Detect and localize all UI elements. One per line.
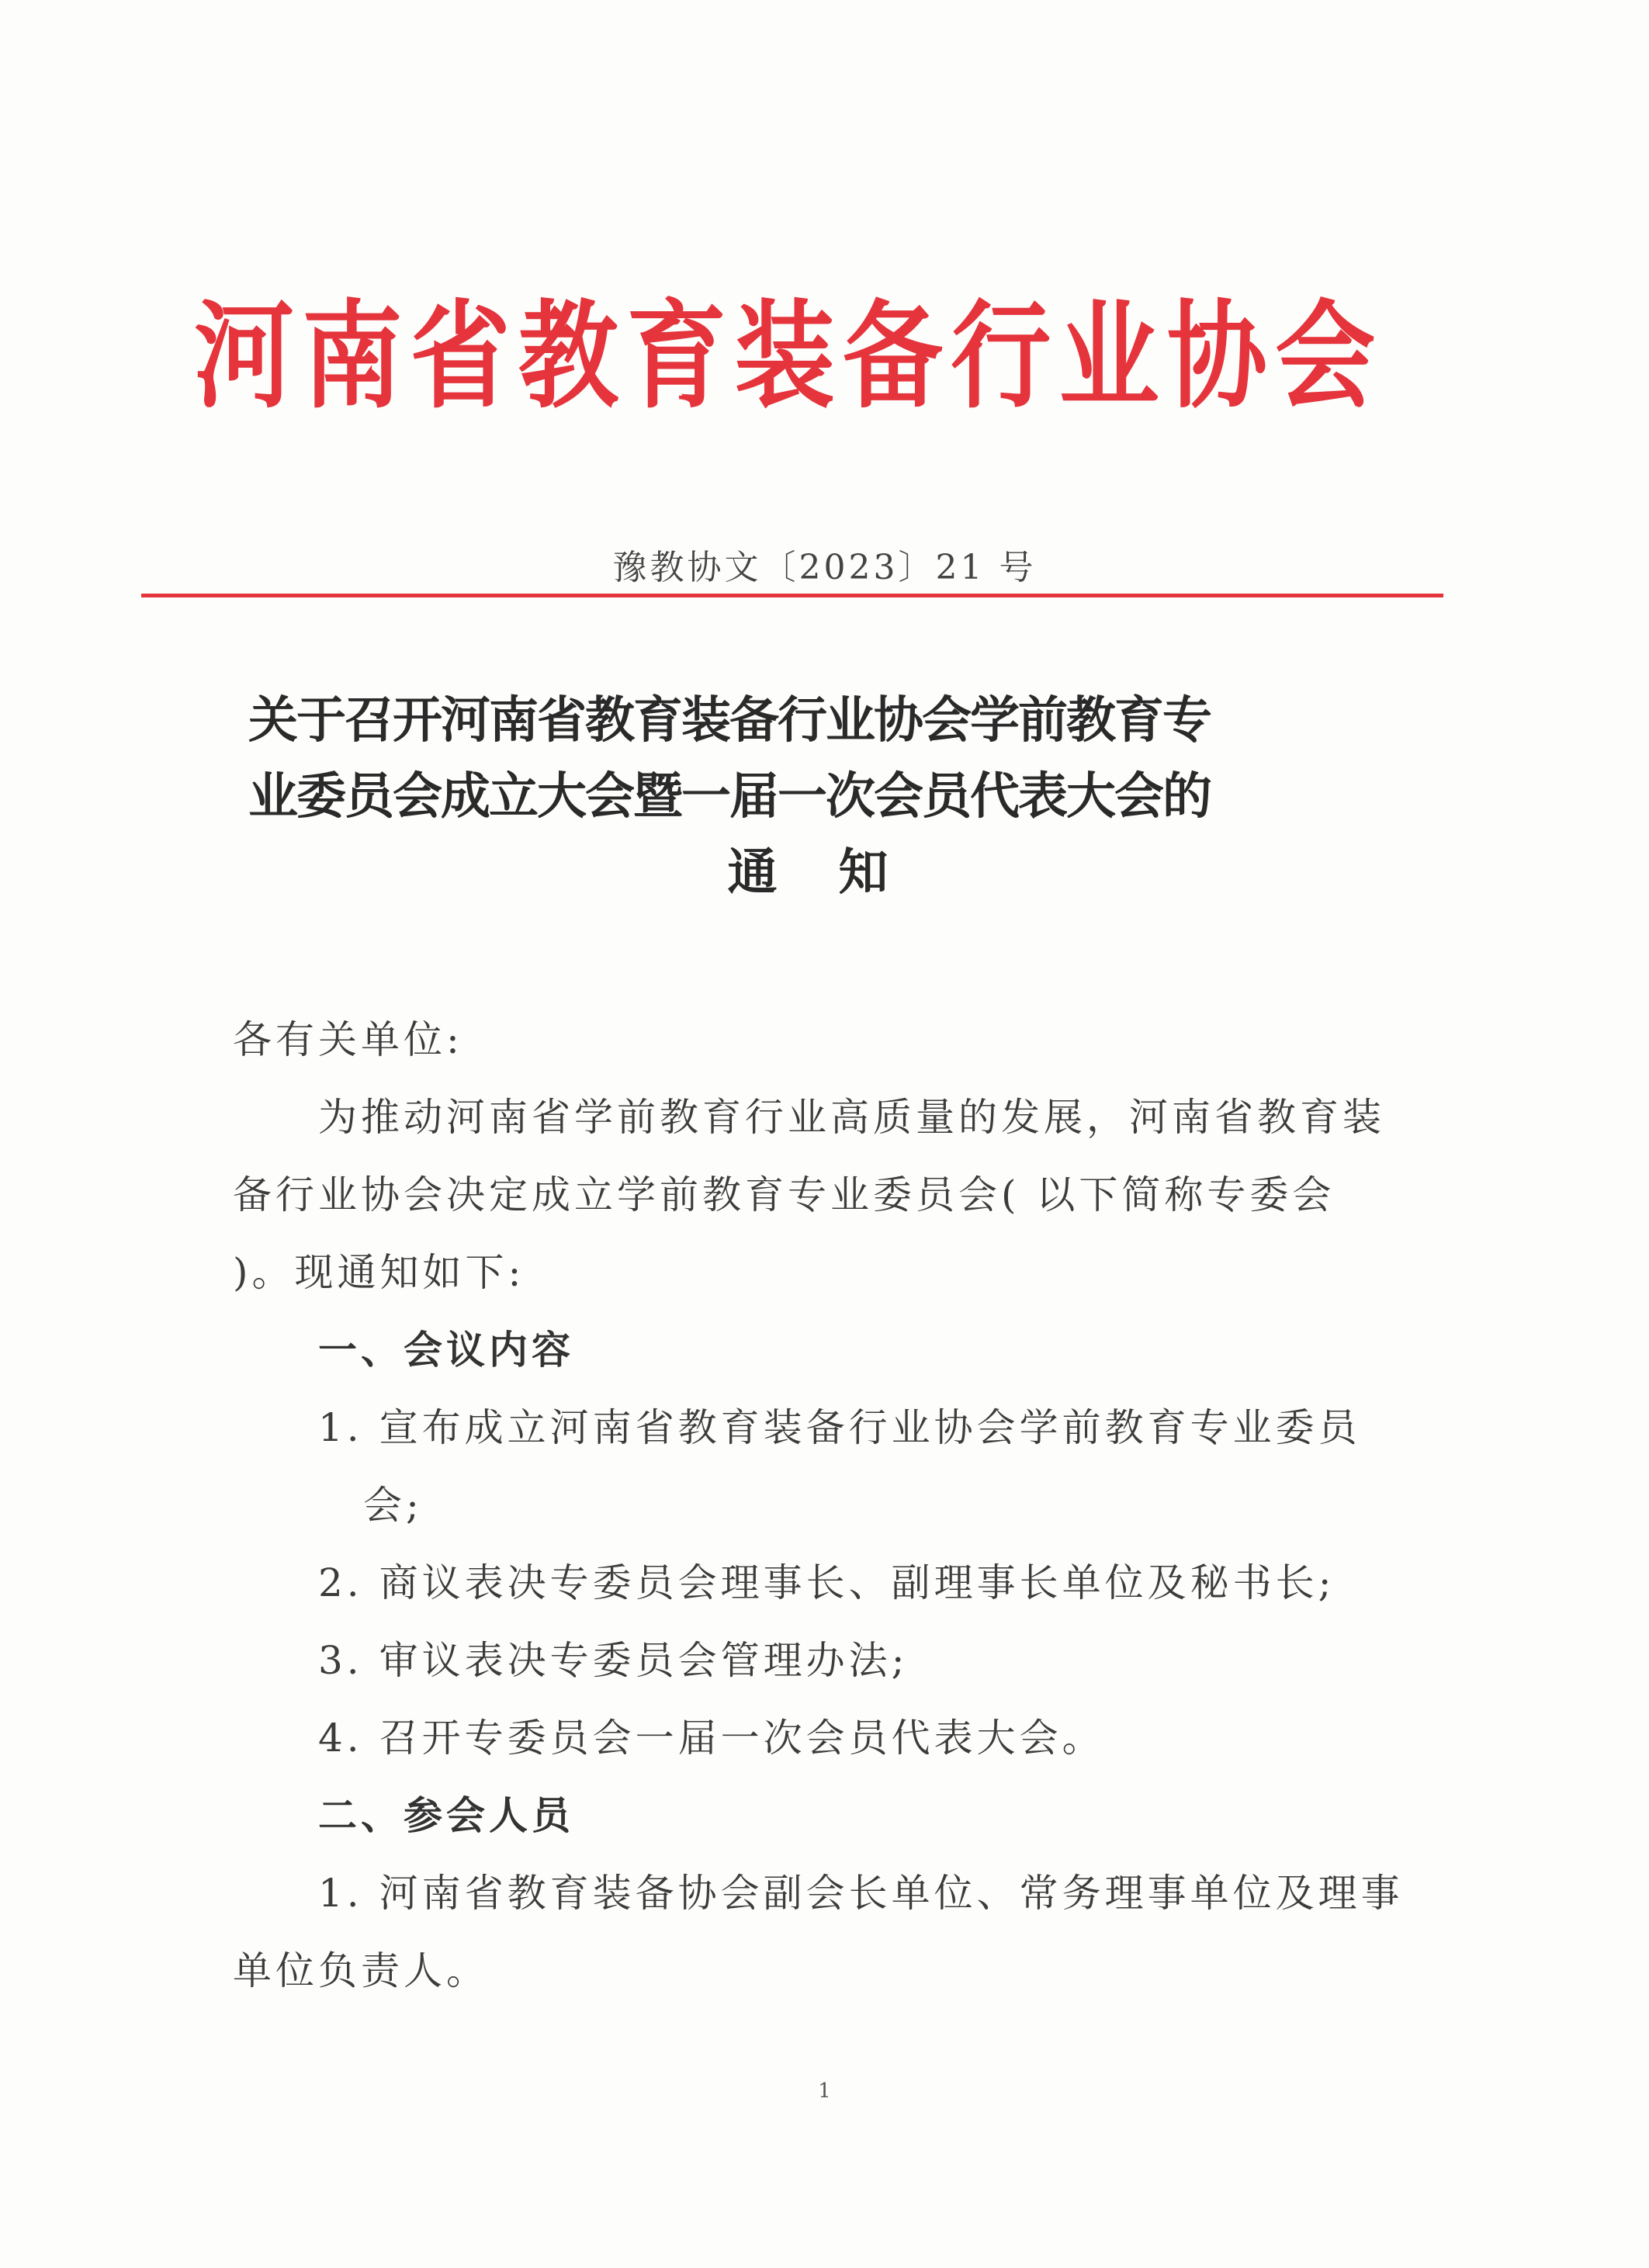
intro-paragraph: 为推动河南省学前教育行业高质量的发展，河南省教育装备行业协会决定成立学前教育专业委员会( 以下简称专委会 )。现通知如下:: [233, 1095, 1385, 1295]
red-divider-line: [141, 594, 1443, 597]
notice-title-line-3: 通 知: [727, 843, 887, 902]
page-number: 1: [818, 2079, 831, 2103]
notice-title: [248, 683, 1381, 911]
notice-body: [233, 1001, 1405, 2010]
list-item: 3. 审议表决专委员会管理办法;: [318, 1638, 909, 1683]
letterhead-org-name: 河南省教育装备行业协会: [194, 289, 1384, 424]
list-item: 1. 宣布成立河南省教育装备行业协会学前教育专业委员会;: [318, 1405, 1361, 1528]
section-heading-attendees: 二、参会人员: [318, 1793, 574, 1838]
list-item: 4. 召开专委员会一届一次会员代表大会。: [318, 1716, 1105, 1761]
list-item: 2. 商议表决专委员会理事长、副理事长单位及秘书长;: [318, 1560, 1335, 1605]
section-heading-meeting-content: 一、会议内容: [318, 1328, 574, 1373]
document-number: 豫教协文〔2023〕21 号: [612, 548, 1037, 587]
notice-title-line-1: 关于召开河南省教育装备行业协会学前教育专: [248, 691, 1211, 750]
notice-title-line-2: 业委员会成立大会暨一届一次会员代表大会的: [248, 767, 1211, 826]
list-item: 1. 河南省教育装备协会副会长单位、常务理事单位及理事单位负责人。: [233, 1871, 1404, 1993]
salutation: 各有关单位:: [233, 1017, 463, 1062]
